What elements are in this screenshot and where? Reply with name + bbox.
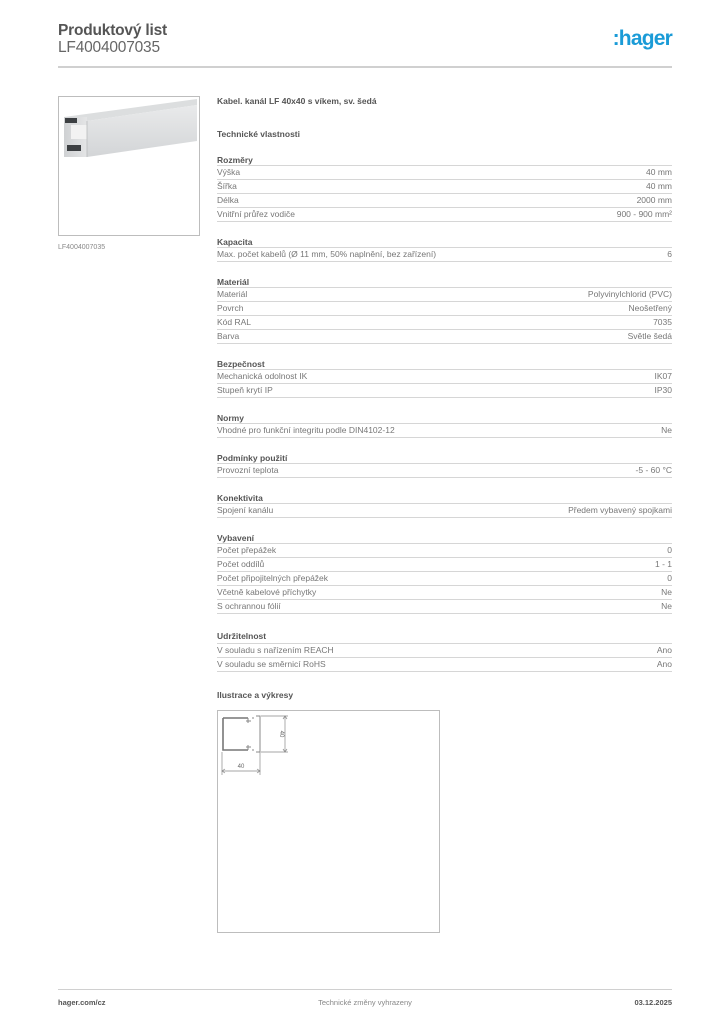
spec-value: 0: [667, 573, 672, 583]
spec-value: 900 - 900 mm²: [616, 209, 672, 219]
spec-row: [217, 572, 672, 586]
cross-section-drawing-icon: [218, 711, 439, 932]
section-material: [217, 276, 672, 344]
section-title: Vybavení: [217, 532, 672, 544]
section-equipment: [217, 532, 672, 614]
image-caption: LF4004007035: [58, 244, 106, 251]
spec-value: Ne: [661, 587, 672, 597]
spec-row: [217, 600, 672, 614]
spec-row: [217, 316, 672, 330]
section-title: Udržitelnost: [217, 630, 672, 644]
spec-label: Výška: [217, 167, 241, 177]
section-title: Rozměry: [217, 154, 672, 166]
spec-value: Předem vybavený spojkami: [568, 505, 672, 515]
spec-row: [217, 644, 672, 658]
spec-label: Povrch: [217, 303, 244, 313]
spec-label: V souladu se směrnicí RoHS: [217, 659, 326, 669]
spec-label: Materiál: [217, 289, 248, 299]
technical-properties-heading: Technické vlastnosti: [217, 129, 300, 139]
spec-label: Vhodné pro funkční integritu podle DIN4102-12: [217, 425, 395, 435]
spec-row: [217, 208, 672, 222]
section-connectivity: [217, 492, 672, 518]
footer-divider: [58, 989, 672, 990]
dimension-width-label: 40: [237, 764, 245, 770]
spec-value: IK07: [654, 371, 672, 381]
spec-label: Kód RAL: [217, 317, 252, 327]
section-title: Konektivita: [217, 492, 672, 504]
header-divider: [58, 66, 672, 68]
cable-duct-photo-icon: [59, 97, 199, 235]
spec-label: Mechanická odolnost IK: [217, 371, 308, 381]
illustrations-heading: Ilustrace a výkresy: [217, 690, 294, 700]
spec-row: [217, 544, 672, 558]
section-title: Normy: [217, 412, 672, 424]
spec-row: [217, 384, 672, 398]
spec-value: Ne: [661, 425, 672, 435]
footer-note: Technické změny vyhrazeny: [318, 998, 412, 1007]
section-dimensions: [217, 154, 672, 222]
spec-row: [217, 586, 672, 600]
section-title: Materiál: [217, 276, 672, 288]
spec-row: [217, 248, 672, 262]
technical-drawing: [217, 710, 440, 933]
product-image: [58, 96, 200, 236]
section-safety: [217, 358, 672, 398]
spec-value: 1 - 1: [654, 559, 672, 569]
spec-label: Vnitřní průřez vodiče: [217, 209, 295, 219]
spec-value: 2000 mm: [636, 195, 672, 205]
spec-row: [217, 194, 672, 208]
spec-value: 40 mm: [646, 181, 672, 191]
spec-row: [217, 302, 672, 316]
spec-row: [217, 288, 672, 302]
spec-label: Šířka: [217, 181, 237, 191]
spec-row: [217, 330, 672, 344]
spec-value: Polyvinylchlorid (PVC): [587, 289, 672, 299]
product-name: Kabel. kanál LF 40x40 s víkem, sv. šedá: [217, 96, 377, 106]
spec-row: [217, 180, 672, 194]
document-date: 03.12.2025: [634, 998, 672, 1007]
spec-label: Včetně kabelové příchytky: [217, 587, 317, 597]
section-title: Kapacita: [217, 236, 672, 248]
spec-value: Světle šedá: [627, 331, 672, 341]
spec-value: Neošetřený: [628, 303, 672, 313]
spec-row: [217, 504, 672, 518]
spec-value: Ano: [656, 645, 672, 655]
spec-value: 7035: [653, 317, 672, 327]
spec-label: Spojení kanálu: [217, 505, 274, 515]
spec-label: Délka: [217, 195, 239, 205]
spec-row: [217, 558, 672, 572]
page-footer: [58, 998, 672, 1010]
spec-label: Počet oddílů: [217, 559, 265, 569]
spec-label: Počet přepážek: [217, 545, 277, 555]
section-capacity: [217, 236, 672, 262]
spec-value: 6: [667, 249, 672, 259]
spec-value: IP30: [654, 385, 672, 395]
spec-label: S ochrannou fólií: [217, 601, 281, 611]
spec-value: Ano: [656, 659, 672, 669]
spec-value: 40 mm: [646, 167, 672, 177]
page-header: [58, 22, 672, 70]
product-details: [217, 96, 672, 672]
section-title: Podmínky použití: [217, 452, 672, 464]
spec-row: [217, 464, 672, 478]
spec-label: Barva: [217, 331, 240, 341]
spec-label: Počet připojitelných přepážek: [217, 573, 329, 583]
spec-value: -5 - 60 °C: [635, 465, 672, 475]
section-operating-conditions: [217, 452, 672, 478]
spec-row: [217, 370, 672, 384]
section-title: Bezpečnost: [217, 358, 672, 370]
spec-label: Provozní teplota: [217, 465, 279, 475]
spec-row: [217, 166, 672, 180]
section-standards: [217, 412, 672, 438]
spec-row: [217, 658, 672, 672]
hager-logo: :hager: [612, 27, 672, 50]
product-code: LF4004007035: [58, 39, 160, 56]
document-title: Produktový list: [58, 22, 167, 39]
spec-label: Max. počet kabelů (Ø 11 mm, 50% naplnění, bez zařízení): [217, 249, 437, 259]
dimension-height-label: 40: [278, 730, 284, 738]
spec-value: Ne: [661, 601, 672, 611]
spec-label: V souladu s nařízením REACH: [217, 645, 334, 655]
spec-row: [217, 424, 672, 438]
spec-label: Stupeň krytí IP: [217, 385, 273, 395]
website-link[interactable]: hager.com/cz: [58, 998, 106, 1007]
section-sustainability: [217, 630, 672, 672]
spec-value: 0: [667, 545, 672, 555]
